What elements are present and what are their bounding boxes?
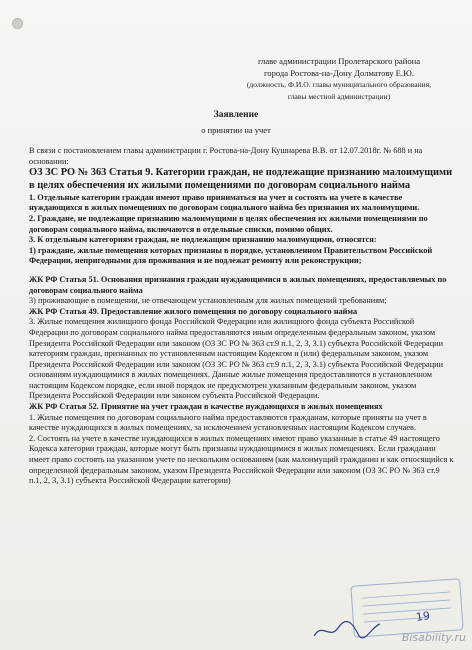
document-subtitle: о принятии на учет [201,125,271,135]
paragraph-item-1: 1) граждане, жилые помещения которых признаны в порядке, установленном Правительством Российской Федерации, непригодными для проживания и не подлежат ремонту или реконструкции; [29,245,433,266]
paragraph-clause-1: 1. Отдельные категории граждан имеют право приниматься на учет и состоять на учете в качестве нуждающихся в жилых помещениях по договорам социального найма без признания их малоимущими. [29,192,420,213]
document-title: Заявление [213,110,259,120]
paragraph-article-49: ЖК РФ Статья 49. Предоставление жилого помещения по договору социального найма [29,306,358,316]
addressee-block [224,56,454,102]
paragraph-article-52-item-2: 2. Состоять на учете в качестве нуждающихся в жилых помещениях имеют право указанные в статье 49 настоящего Кодекса категории граждан, которые могут быть признаны нуждающимися в жилых помещениях. Если гражданин имеет право состоять на указанном учете по нескольким основаниям (как малоимущий гражданин и как относящийся к определенной федеральным законом, указом Президента Российской Федерации или законом (ОЗ ЗС РО № 363 ст.9 п.1, 2, 3, 3.1) субъекта Российской Федерации категории) [29,433,454,486]
paragraph-article-52-item-1: 1. Жилые помещения по договорам социального найма предоставляются гражданам, которые приняты на учет в качестве нуждающихся в жилых помещениях, за исключением установленных настоящим Кодексом случаев. [29,412,427,433]
addressee-note-1: (должность, Ф.И.О. главы муниципального образования, [246,80,432,89]
paragraph-clause-2: 2. Граждане, не подлежащие признанию малоимущими в целях обеспечения их жилыми помещениями по договорам социального найма, включаются в отдельные списки, помимо общих. [29,213,428,234]
spacer [29,267,454,275]
paragraph-article-51-item: 3) проживающие в помещении, не отвечающем установленным для жилых помещений требованиям; [29,296,387,306]
addressee-position: главе администрации Пролетарского района [257,56,421,66]
paragraph-clause-3: 3. К отдельным категориям граждан, не подлежащим признанию малоимущими, относятся: [29,235,377,245]
signature-icon [312,618,382,642]
addressee-name: города Ростова-на-Дону Долматову Е.Ю. [263,67,415,78]
handwritten-date: 19 [415,609,431,624]
addressee-note-2: главы местной администрации) [287,91,391,101]
paragraph-article-52: ЖК РФ Статья 52. Принятие на учет граждан в качестве нуждающихся в жилых помещениях [29,402,383,412]
document-body [29,146,454,487]
punch-hole [12,18,23,29]
paragraph-law-363: ОЗ ЗС РО № 363 Статья 9. Категории граждан, не подлежащие признанию малоимущими в целях обеспечения их жилыми помещениями по договорам социального найма [29,167,453,191]
paragraph-article-49-text: 3. Жилые помещения жилищного фонда Российской Федерации или жилищного фонда субъекта Российской Федерации по договорам социального найма предоставляются иным определенным федеральным законом, указом Президента Российской Федерации или законом (ОЗ ЗС РО № 363 ст.9 п.1, 2, 3, 3.1) субъекта Российской Федерации категориям граждан, признанных по установленным настоящим Кодексом и (или) федеральным законом, указом Президента Российской Федерации или законом (ОЗ ЗС РО № 363 ст.9 п.1, 2, 3, 3.1) субъекта Российской Федерации основаниям нуждающимися в жилых помещениях. Данные жилые помещения предоставляются в установленном настоящим Кодексом порядке, если иной порядок не предусмотрен указанным федеральным законом, указом Президента Российской Федерации или законом субъекта Российской Федерации. [29,317,444,401]
watermark: Bisability.ru [401,631,466,644]
paragraph-article-51: ЖК РФ Статья 51. Основания признания граждан нуждающимися в жилых помещениях, предоставляемых по договорам социального найма [29,274,447,295]
paragraph-intro: В связи с постановлением главы администрации г. Ростова-на-Дону Кушнарева В.В. от 12.07.2018г. № 688 и на основании: [29,146,423,166]
